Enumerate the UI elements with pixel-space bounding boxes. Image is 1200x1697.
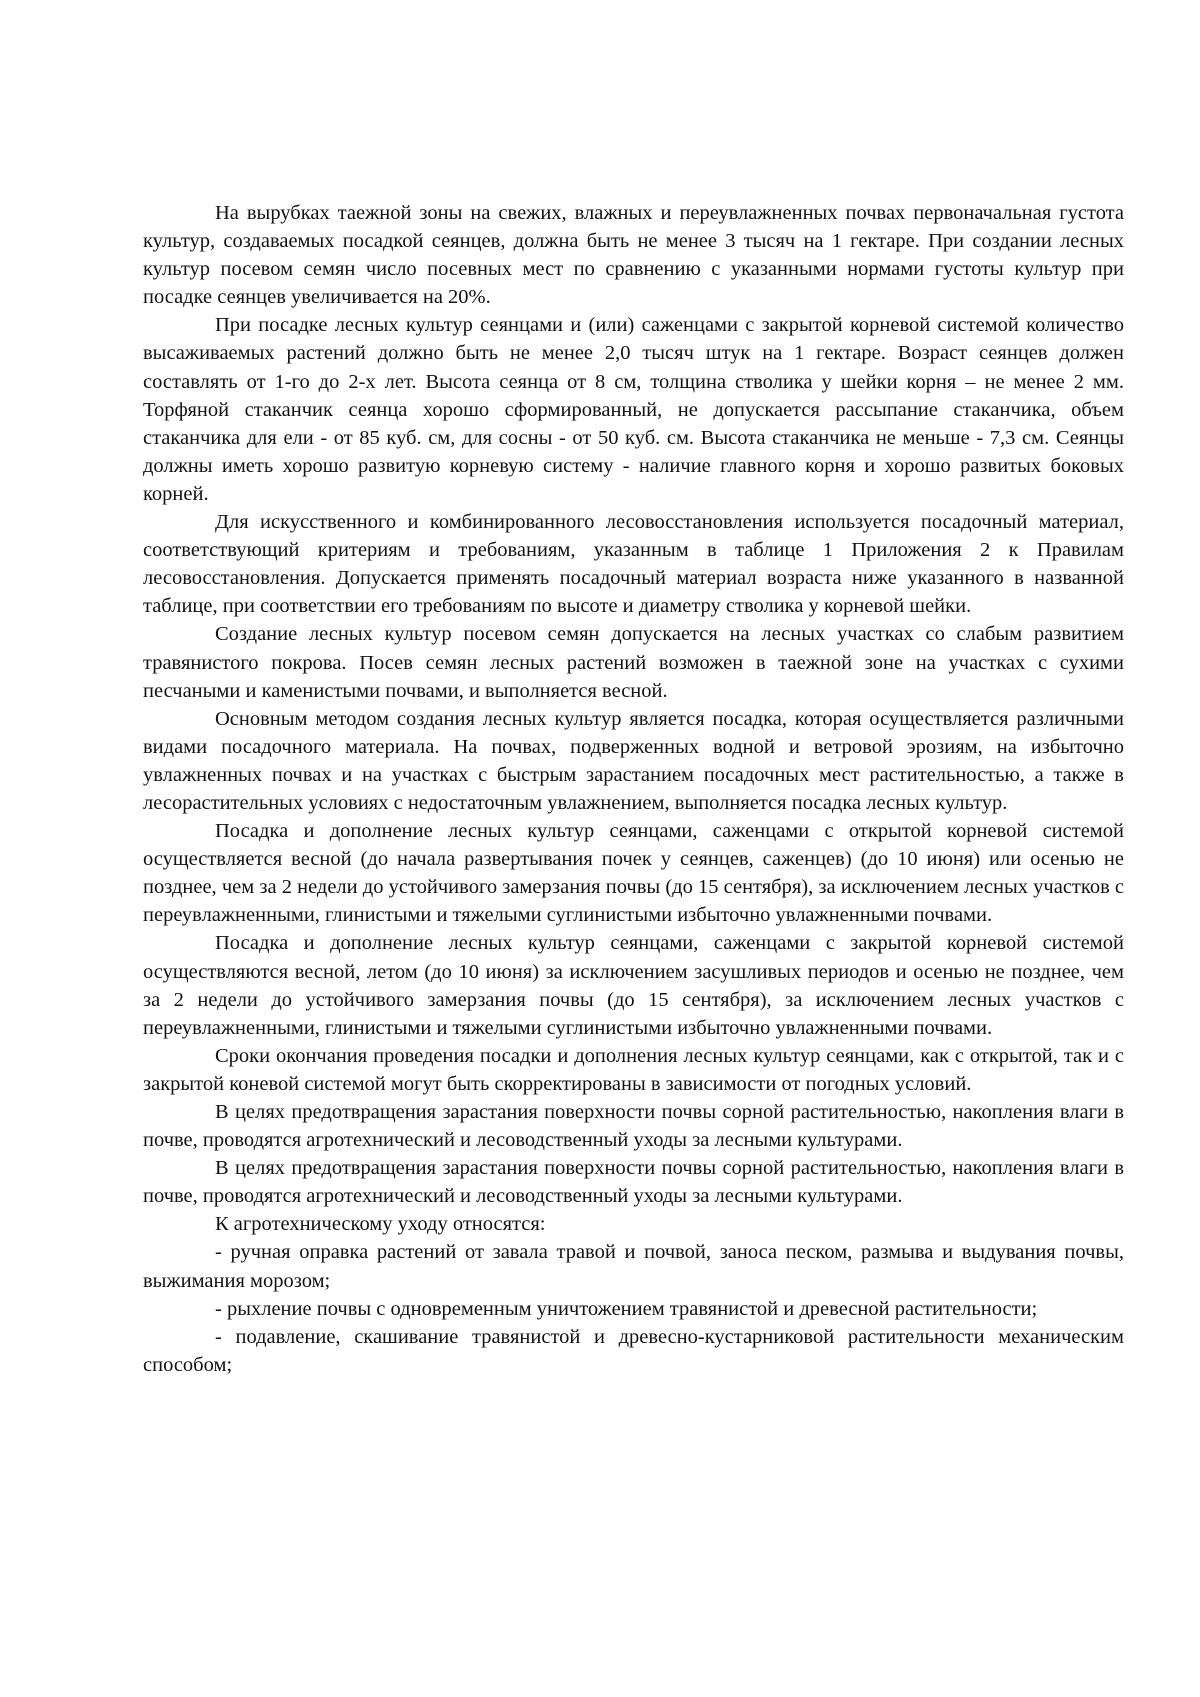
paragraph-main-method: Основным методом создания лесных культур является посадка, которая осуществляется различными видами посадочного материала. На почвах, подверженных водной и ветровой эрозиям, на избыточно увлажненных почвах и на участках с быстрым зарастанием посадочных мест растительностью, а также в лесорастительных условиях с недостаточным увлажнением, выполняется посадка лесных культур. xyxy=(143,707,1124,814)
paragraph-density-taiga: На вырубках таежной зоны на свежих, влажных и переувлажненных почвах первоначальная густота культур, создаваемых посадкой сеянцев, должна быть не менее 3 тысяч на 1 гектаре. При создании лесных культур посевом семян число посевных мест по сравнению с указанными нормами густоты культур при посадке сеянцев увеличивается на 20%. xyxy=(143,202,1124,309)
paragraph-closed-root-seedlings: При посадке лесных культур сеянцами и (или) саженцами с закрытой корневой системой количество высаживаемых растений должно быть не менее 2,0 тысяч штук на 1 гектаре. Возраст сеянцев должен составлять от 1-го до 2-х лет. Высота сеянца от 8 см, толщина стволика у шейки корня – не менее 2 мм. Торфяной стаканчик сеянца хорошо сформированный, не допускается рассыпание стаканчика, объем стаканчика для ели - от 85 куб. см, для сосны - от 50 куб. см. Высота стаканчика не меньше - 7,3 см. Сеянцы должны иметь хорошо развитую корневую систему - наличие главного корня и хорошо развитых боковых корней. xyxy=(143,314,1124,505)
paragraph-closed-root-timing: Посадка и дополнение лесных культур сеянцами, саженцами с закрытой корневой системой осуществляются весной, летом (до 10 июня) за исключением засушливых периодов и осенью не позднее, чем за 2 недели до устойчивого замерзания почвы (до 15 сентября), за исключением лесных участков с переувлажненными, глинистыми и тяжелыми суглинистыми избыточно увлажненными почвами. xyxy=(143,932,1124,1039)
paragraph-open-root-timing: Посадка и дополнение лесных культур сеянцами, саженцами с открытой корневой системой осуществляется весной (до начала развертывания почек у сеянцев, саженцев) (до 10 июня) или осенью не позднее, чем за 2 недели до устойчивого замерзания почвы (до 15 сентября), за исключением лесных участков с переувлажненными, глинистыми и тяжелыми суглинистыми избыточно увлажненными почвами. xyxy=(143,820,1124,927)
paragraph-deadline-adjustment: Сроки окончания проведения посадки и дополнения лесных культур сеянцами, как с открытой, так и с закрытой коневой системой могут быть скорректированы в зависимости от погодных условий. xyxy=(143,1044,1124,1095)
paragraph-seed-sowing: Создание лесных культур посевом семян допускается на лесных участках со слабым развитием травянистого покрова. Посев семян лесных растений возможен в таежной зоне на участках с сухими песчаными и каменистыми почвами, и выполняется весной. xyxy=(143,623,1124,702)
paragraph-planting-material: Для искусственного и комбинированного лесовосстановления используется посадочный материал, соответствующий критериям и требованиям, указанным в таблице 1 Приложения 2 к Правилам лесовосстановления. Допускается применять посадочный материал возраста ниже указанного в названной таблице, при соответствии его требованиям по высоте и диаметру стволика у корневой шейки. xyxy=(143,511,1124,618)
paragraph-agrotech-intro: К агротехническому уходу относятся: xyxy=(215,1213,546,1236)
list-item-mowing: - подавление, скашивание травянистой и древесно-кустарниковой растительности механическим способом; xyxy=(143,1325,1124,1376)
paragraph-care-purpose-repeat: В целях предотвращения зарастания поверхности почвы сорной растительностью, накопления влаги в почве, проводятся агротехнический и лесоводственный уходы за лесными культурами. xyxy=(143,1157,1124,1208)
list-item-soil-loosening: - рыхление почвы с одновременным уничтожением травянистой и древесной растительности; xyxy=(215,1297,1038,1320)
document-page xyxy=(143,199,1124,1379)
list-item-manual-straightening: - ручная оправка растений от завала травой и почвой, заноса песком, размыва и выдувания почвы, выжимания морозом; xyxy=(143,1241,1124,1292)
paragraph-care-purpose: В целях предотвращения зарастания поверхности почвы сорной растительностью, накопления влаги в почве, проводятся агротехнический и лесоводственный уходы за лесными культурами. xyxy=(143,1101,1124,1152)
